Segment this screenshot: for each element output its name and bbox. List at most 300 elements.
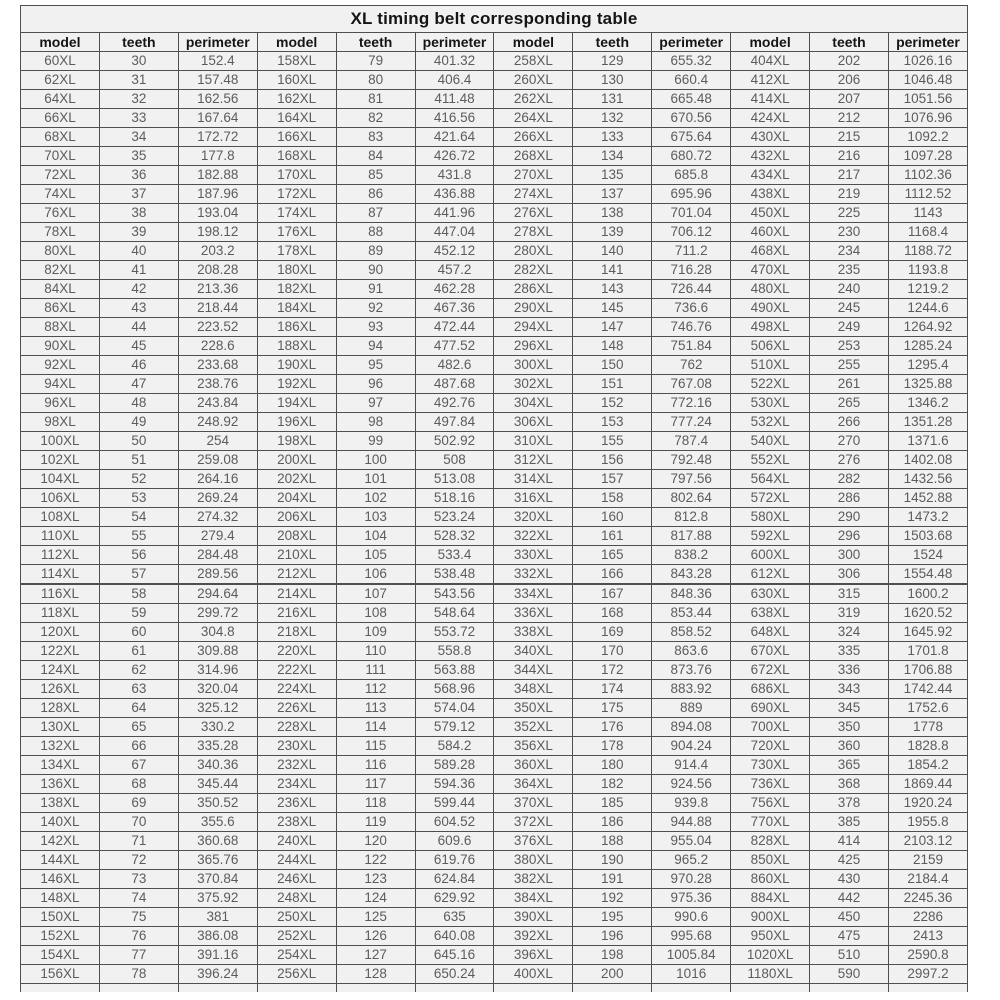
perimeter-cell: 1102.36 (888, 166, 967, 185)
model-cell: 120XL (21, 623, 100, 642)
teeth-cell: 234 (810, 242, 889, 261)
perimeter-cell: 1742.44 (888, 680, 967, 699)
perimeter-cell: 1046.48 (888, 71, 967, 90)
teeth-cell: 65 (99, 718, 178, 737)
table-row (21, 128, 968, 147)
model-cell: 434XL (731, 166, 810, 185)
teeth-cell: 51 (99, 451, 178, 470)
perimeter-cell: 1295.4 (888, 356, 967, 375)
model-cell: 62XL (21, 71, 100, 90)
model-cell: 146XL (21, 870, 100, 889)
teeth-cell: 145 (573, 299, 652, 318)
perimeter-cell: 1076.96 (888, 109, 967, 128)
model-cell: 128XL (21, 699, 100, 718)
model-cell: 260XL (494, 71, 573, 90)
table-row (21, 432, 968, 451)
teeth-cell: 207 (810, 90, 889, 109)
perimeter-cell: 1016 (652, 965, 731, 984)
teeth-cell: 225 (810, 204, 889, 223)
teeth-cell: 306 (810, 565, 889, 585)
model-cell: 336XL (494, 604, 573, 623)
teeth-cell: 255 (810, 356, 889, 375)
perimeter-cell: 995.68 (652, 927, 731, 946)
perimeter-cell: 528.32 (415, 527, 494, 546)
teeth-cell: 114 (336, 718, 415, 737)
teeth-cell: 74 (99, 889, 178, 908)
teeth-cell: 91 (336, 280, 415, 299)
perimeter-cell: 492.76 (415, 394, 494, 413)
perimeter-cell: 726.44 (652, 280, 731, 299)
model-cell: 720XL (731, 737, 810, 756)
model-cell: 468XL (731, 242, 810, 261)
perimeter-cell: 706.12 (652, 223, 731, 242)
model-cell: 220XL (257, 642, 336, 661)
teeth-cell: 178 (573, 737, 652, 756)
teeth-cell: 148 (573, 337, 652, 356)
model-cell: 540XL (731, 432, 810, 451)
teeth-cell: 510 (810, 946, 889, 965)
teeth-cell: 63 (99, 680, 178, 699)
teeth-cell: 249 (810, 318, 889, 337)
teeth-cell: 105 (336, 546, 415, 565)
model-cell: 270XL (494, 166, 573, 185)
model-cell: 282XL (494, 261, 573, 280)
perimeter-cell: 975.36 (652, 889, 731, 908)
teeth-cell: 475 (810, 927, 889, 946)
teeth-cell: 116 (336, 756, 415, 775)
teeth-cell: 324 (810, 623, 889, 642)
table-row (21, 413, 968, 432)
teeth-cell: 50 (99, 432, 178, 451)
table-row (21, 680, 968, 699)
column-header-model: model (257, 33, 336, 52)
teeth-cell: 49 (99, 413, 178, 432)
perimeter-cell: 391.16 (178, 946, 257, 965)
teeth-cell: 151 (573, 375, 652, 394)
perimeter-cell: 233.68 (178, 356, 257, 375)
perimeter-cell: 299.72 (178, 604, 257, 623)
model-cell: 118XL (21, 604, 100, 623)
model-cell: 828XL (731, 832, 810, 851)
model-cell: 108XL (21, 508, 100, 527)
perimeter-cell: 396.24 (178, 965, 257, 984)
teeth-cell: 89 (336, 242, 415, 261)
teeth-cell: 87 (336, 204, 415, 223)
teeth-cell: 32 (99, 90, 178, 109)
model-cell: 84XL (21, 280, 100, 299)
teeth-cell: 125 (336, 908, 415, 927)
model-cell: 172XL (257, 185, 336, 204)
model-cell: 280XL (494, 242, 573, 261)
teeth-cell: 111 (336, 661, 415, 680)
model-cell: 498XL (731, 318, 810, 337)
model-cell: 314XL (494, 470, 573, 489)
perimeter-cell: 1402.08 (888, 451, 967, 470)
teeth-cell: 290 (810, 508, 889, 527)
model-cell: 300XL (494, 356, 573, 375)
model-cell: 302XL (494, 375, 573, 394)
perimeter-cell: 401.32 (415, 52, 494, 71)
perimeter-cell: 198.12 (178, 223, 257, 242)
teeth-cell: 120 (336, 832, 415, 851)
teeth-cell: 55 (99, 527, 178, 546)
teeth-cell: 54 (99, 508, 178, 527)
model-cell: 226XL (257, 699, 336, 718)
model-cell: 94XL (21, 375, 100, 394)
teeth-cell: 134 (573, 147, 652, 166)
empty-cell (494, 984, 573, 993)
model-cell: 430XL (731, 128, 810, 147)
model-cell: 104XL (21, 470, 100, 489)
teeth-cell: 235 (810, 261, 889, 280)
table-row (21, 71, 968, 90)
perimeter-cell: 187.96 (178, 185, 257, 204)
teeth-cell: 113 (336, 699, 415, 718)
teeth-cell: 131 (573, 90, 652, 109)
model-cell: 214XL (257, 584, 336, 604)
perimeter-cell: 340.36 (178, 756, 257, 775)
model-cell: 212XL (257, 565, 336, 585)
model-cell: 412XL (731, 71, 810, 90)
perimeter-cell: 172.72 (178, 128, 257, 147)
model-cell: 490XL (731, 299, 810, 318)
column-header-teeth: teeth (336, 33, 415, 52)
model-cell: 100XL (21, 432, 100, 451)
model-cell: 122XL (21, 642, 100, 661)
model-cell: 116XL (21, 584, 100, 604)
model-cell: 460XL (731, 223, 810, 242)
perimeter-cell: 538.48 (415, 565, 494, 585)
perimeter-cell: 990.6 (652, 908, 731, 927)
teeth-cell: 35 (99, 147, 178, 166)
teeth-cell: 109 (336, 623, 415, 642)
model-cell: 140XL (21, 813, 100, 832)
model-cell: 424XL (731, 109, 810, 128)
teeth-cell: 156 (573, 451, 652, 470)
teeth-cell: 139 (573, 223, 652, 242)
perimeter-cell: 304.8 (178, 623, 257, 642)
teeth-cell: 81 (336, 90, 415, 109)
teeth-cell: 319 (810, 604, 889, 623)
model-cell: 900XL (731, 908, 810, 927)
teeth-cell: 202 (810, 52, 889, 71)
model-cell: 480XL (731, 280, 810, 299)
perimeter-cell: 848.36 (652, 584, 731, 604)
model-cell: 390XL (494, 908, 573, 927)
model-cell: 80XL (21, 242, 100, 261)
teeth-cell: 296 (810, 527, 889, 546)
teeth-cell: 196 (573, 927, 652, 946)
model-cell: 202XL (257, 470, 336, 489)
teeth-cell: 135 (573, 166, 652, 185)
model-cell: 286XL (494, 280, 573, 299)
teeth-cell: 84 (336, 147, 415, 166)
perimeter-cell: 1752.6 (888, 699, 967, 718)
model-cell: 194XL (257, 394, 336, 413)
model-cell: 166XL (257, 128, 336, 147)
model-cell: 404XL (731, 52, 810, 71)
column-header-perimeter: perimeter (888, 33, 967, 52)
table-row (21, 756, 968, 775)
table-row (21, 166, 968, 185)
teeth-cell: 33 (99, 109, 178, 128)
model-cell: 184XL (257, 299, 336, 318)
teeth-cell: 98 (336, 413, 415, 432)
model-cell: 850XL (731, 851, 810, 870)
model-cell: 552XL (731, 451, 810, 470)
perimeter-cell: 355.6 (178, 813, 257, 832)
table-row (21, 375, 968, 394)
perimeter-cell: 736.6 (652, 299, 731, 318)
perimeter-cell: 1778 (888, 718, 967, 737)
model-cell: 370XL (494, 794, 573, 813)
empty-cell (178, 984, 257, 993)
perimeter-cell: 274.32 (178, 508, 257, 527)
model-cell: 348XL (494, 680, 573, 699)
teeth-cell: 161 (573, 527, 652, 546)
model-cell: 564XL (731, 470, 810, 489)
perimeter-cell: 518.16 (415, 489, 494, 508)
table-row (21, 775, 968, 794)
empty-cell (257, 984, 336, 993)
model-cell: 396XL (494, 946, 573, 965)
model-cell: 572XL (731, 489, 810, 508)
model-cell: 290XL (494, 299, 573, 318)
teeth-cell: 157 (573, 470, 652, 489)
perimeter-cell: 751.84 (652, 337, 731, 356)
perimeter-cell: 208.28 (178, 261, 257, 280)
perimeter-cell: 2159 (888, 851, 967, 870)
table-title: XL timing belt corresponding table (21, 6, 968, 33)
perimeter-cell: 675.64 (652, 128, 731, 147)
empty-cell (573, 984, 652, 993)
perimeter-cell: 853.44 (652, 604, 731, 623)
perimeter-cell: 335.28 (178, 737, 257, 756)
teeth-cell: 133 (573, 128, 652, 147)
perimeter-cell: 629.92 (415, 889, 494, 908)
perimeter-cell: 152.4 (178, 52, 257, 71)
model-cell: 364XL (494, 775, 573, 794)
teeth-cell: 37 (99, 185, 178, 204)
teeth-cell: 69 (99, 794, 178, 813)
teeth-cell: 79 (336, 52, 415, 71)
model-cell: 70XL (21, 147, 100, 166)
perimeter-cell: 797.56 (652, 470, 731, 489)
perimeter-cell: 843.28 (652, 565, 731, 585)
teeth-cell: 30 (99, 52, 178, 71)
model-cell: 330XL (494, 546, 573, 565)
teeth-cell: 100 (336, 451, 415, 470)
model-cell: 180XL (257, 261, 336, 280)
teeth-cell: 137 (573, 185, 652, 204)
model-cell: 164XL (257, 109, 336, 128)
table-row (21, 699, 968, 718)
teeth-cell: 67 (99, 756, 178, 775)
model-cell: 756XL (731, 794, 810, 813)
perimeter-cell: 716.28 (652, 261, 731, 280)
teeth-cell: 140 (573, 242, 652, 261)
teeth-cell: 64 (99, 699, 178, 718)
teeth-cell: 102 (336, 489, 415, 508)
model-cell: 860XL (731, 870, 810, 889)
table-row (21, 794, 968, 813)
perimeter-cell: 579.12 (415, 718, 494, 737)
perimeter-cell: 924.56 (652, 775, 731, 794)
perimeter-cell: 2590.8 (888, 946, 967, 965)
perimeter-cell: 1097.28 (888, 147, 967, 166)
teeth-cell: 103 (336, 508, 415, 527)
model-cell: 160XL (257, 71, 336, 90)
perimeter-cell: 193.04 (178, 204, 257, 223)
teeth-cell: 90 (336, 261, 415, 280)
perimeter-cell: 802.64 (652, 489, 731, 508)
table-row (21, 908, 968, 927)
perimeter-cell: 965.2 (652, 851, 731, 870)
model-cell: 1020XL (731, 946, 810, 965)
model-cell: 432XL (731, 147, 810, 166)
table-row (21, 52, 968, 71)
perimeter-cell: 574.04 (415, 699, 494, 718)
model-cell: 376XL (494, 832, 573, 851)
teeth-cell: 129 (573, 52, 652, 71)
teeth-cell: 66 (99, 737, 178, 756)
perimeter-cell: 594.36 (415, 775, 494, 794)
perimeter-cell: 1168.4 (888, 223, 967, 242)
teeth-cell: 185 (573, 794, 652, 813)
empty-cell (21, 984, 100, 993)
teeth-cell: 130 (573, 71, 652, 90)
model-cell: 188XL (257, 337, 336, 356)
model-cell: 178XL (257, 242, 336, 261)
teeth-cell: 240 (810, 280, 889, 299)
teeth-cell: 230 (810, 223, 889, 242)
perimeter-cell: 817.88 (652, 527, 731, 546)
model-cell: 132XL (21, 737, 100, 756)
teeth-cell: 143 (573, 280, 652, 299)
table-row (21, 90, 968, 109)
model-cell: 580XL (731, 508, 810, 527)
teeth-cell: 77 (99, 946, 178, 965)
teeth-cell: 206 (810, 71, 889, 90)
column-header-model: model (21, 33, 100, 52)
model-cell: 174XL (257, 204, 336, 223)
perimeter-cell: 248.92 (178, 413, 257, 432)
model-cell: 356XL (494, 737, 573, 756)
model-cell: 78XL (21, 223, 100, 242)
teeth-cell: 360 (810, 737, 889, 756)
perimeter-cell: 1005.84 (652, 946, 731, 965)
timing-belt-table (20, 5, 968, 992)
model-cell: 670XL (731, 642, 810, 661)
model-cell: 236XL (257, 794, 336, 813)
teeth-cell: 141 (573, 261, 652, 280)
perimeter-cell: 1371.6 (888, 432, 967, 451)
teeth-cell: 132 (573, 109, 652, 128)
model-cell: 384XL (494, 889, 573, 908)
perimeter-cell: 873.76 (652, 661, 731, 680)
teeth-cell: 97 (336, 394, 415, 413)
model-cell: 372XL (494, 813, 573, 832)
teeth-cell: 106 (336, 565, 415, 585)
perimeter-cell: 269.24 (178, 489, 257, 508)
model-cell: 252XL (257, 927, 336, 946)
perimeter-cell: 1554.48 (888, 565, 967, 585)
teeth-cell: 168 (573, 604, 652, 623)
teeth-cell: 43 (99, 299, 178, 318)
teeth-cell: 385 (810, 813, 889, 832)
perimeter-cell: 1869.44 (888, 775, 967, 794)
column-header-perimeter: perimeter (415, 33, 494, 52)
perimeter-cell: 772.16 (652, 394, 731, 413)
teeth-cell: 200 (573, 965, 652, 984)
teeth-cell: 117 (336, 775, 415, 794)
teeth-cell: 122 (336, 851, 415, 870)
perimeter-cell: 1193.8 (888, 261, 967, 280)
teeth-cell: 265 (810, 394, 889, 413)
perimeter-cell: 685.8 (652, 166, 731, 185)
empty-cell (888, 984, 967, 993)
model-cell: 162XL (257, 90, 336, 109)
teeth-cell: 39 (99, 223, 178, 242)
perimeter-cell: 360.68 (178, 832, 257, 851)
model-cell: 450XL (731, 204, 810, 223)
teeth-cell: 245 (810, 299, 889, 318)
teeth-cell: 59 (99, 604, 178, 623)
model-cell: 142XL (21, 832, 100, 851)
model-cell: 736XL (731, 775, 810, 794)
model-cell: 234XL (257, 775, 336, 794)
perimeter-cell: 1285.24 (888, 337, 967, 356)
table-row (21, 737, 968, 756)
model-cell: 130XL (21, 718, 100, 737)
teeth-cell: 138 (573, 204, 652, 223)
perimeter-cell: 1188.72 (888, 242, 967, 261)
perimeter-cell: 477.52 (415, 337, 494, 356)
teeth-cell: 343 (810, 680, 889, 699)
teeth-cell: 76 (99, 927, 178, 946)
model-cell: 248XL (257, 889, 336, 908)
teeth-cell: 350 (810, 718, 889, 737)
model-cell: 414XL (731, 90, 810, 109)
model-cell: 256XL (257, 965, 336, 984)
perimeter-cell: 655.32 (652, 52, 731, 71)
perimeter-cell: 487.68 (415, 375, 494, 394)
column-header-model: model (731, 33, 810, 52)
model-cell: 510XL (731, 356, 810, 375)
table-row (21, 832, 968, 851)
perimeter-cell: 243.84 (178, 394, 257, 413)
teeth-cell: 219 (810, 185, 889, 204)
perimeter-cell: 386.08 (178, 927, 257, 946)
teeth-cell: 86 (336, 185, 415, 204)
teeth-cell: 414 (810, 832, 889, 851)
model-cell: 686XL (731, 680, 810, 699)
model-cell: 124XL (21, 661, 100, 680)
title-row (21, 6, 968, 33)
teeth-cell: 170 (573, 642, 652, 661)
perimeter-cell: 467.36 (415, 299, 494, 318)
model-cell: 338XL (494, 623, 573, 642)
perimeter-cell: 330.2 (178, 718, 257, 737)
teeth-cell: 128 (336, 965, 415, 984)
column-header-teeth: teeth (99, 33, 178, 52)
table-row (21, 584, 968, 604)
model-cell: 470XL (731, 261, 810, 280)
perimeter-cell: 1092.2 (888, 128, 967, 147)
perimeter-cell: 2413 (888, 927, 967, 946)
teeth-cell: 300 (810, 546, 889, 565)
perimeter-cell: 746.76 (652, 318, 731, 337)
